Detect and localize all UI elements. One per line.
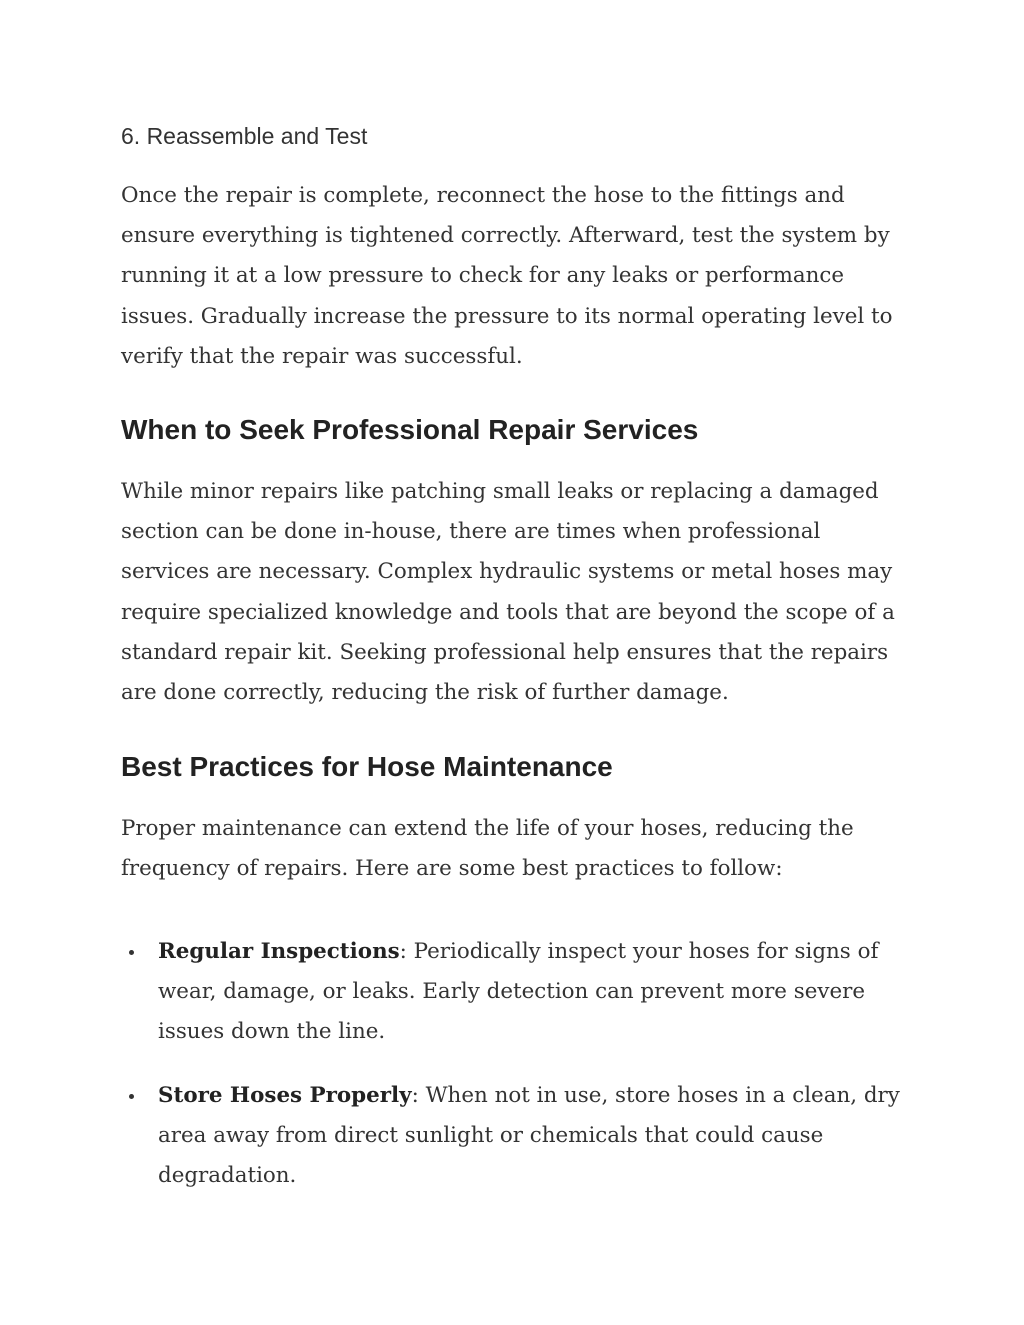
list-item	[121, 932, 911, 1053]
list-item-text: : Periodically inspect your hoses for signs of wear, damage, or leaks. Early detection can prevent more severe issues down the line.	[158, 939, 879, 1045]
list-item-title: Regular Inspections	[158, 939, 400, 964]
maintenance-list	[121, 932, 911, 1219]
professional-paragraph: While minor repairs like patching small leaks or replacing a damaged section can be done in-house, there are times when professional services are necessary. Complex hydraulic systems or metal hoses may require specialized knowledge and tools that are beyond the scope of a standard repair kit. Seeking professional help ensures that the repairs are done correctly, reducing the risk of further damage.	[121, 479, 895, 706]
professional-heading: When to Seek Professional Repair Services	[121, 414, 699, 445]
list-item	[121, 1076, 911, 1197]
bullet-icon	[129, 950, 134, 955]
list-item-title: Store Hoses Properly	[158, 1082, 412, 1108]
maintenance-heading: Best Practices for Hose Maintenance	[121, 751, 613, 782]
step-heading: 6. Reassemble and Test	[121, 123, 368, 149]
list-item-text: : When not in use, store hoses in a clean, dry area away from direct sunlight or chemicals that could cause degradation.	[158, 1082, 900, 1189]
step-paragraph: Once the repair is complete, reconnect the hose to the fittings and ensure everything is tightened correctly. Afterward, test the system by running it at a low pressure to check for any leaks or performance issues. Gradually increase the pressure to its normal operating level to verify that the repair was successful.	[121, 183, 893, 369]
maintenance-intro: Proper maintenance can extend the life of your hoses, reducing the frequency of repairs. Here are some best practices to follow:	[121, 816, 854, 882]
bullet-icon	[129, 1094, 134, 1099]
